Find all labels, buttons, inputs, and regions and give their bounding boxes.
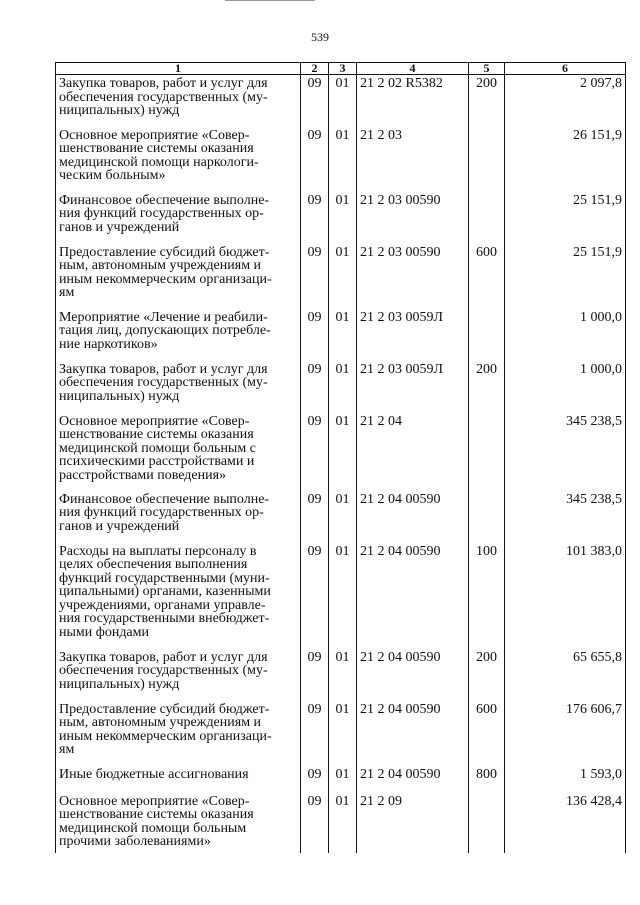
table-row <box>56 793 626 853</box>
row-target-code: 21 2 04 00590 <box>357 701 469 766</box>
row-target-code: 21 2 04 00590 <box>357 766 469 793</box>
row-name: Закупка товаров, работ и услуг для обеспечения государственных (му- ниципальных) нужд <box>59 76 268 118</box>
table-row <box>56 491 626 543</box>
row-subsection: 01 <box>329 127 357 192</box>
row-subsection: 01 <box>329 543 357 649</box>
row-expense-type: 200 <box>469 649 505 701</box>
row-section: 09 <box>301 75 329 127</box>
table-row <box>56 361 626 413</box>
row-expense-type <box>469 793 505 853</box>
table-row <box>56 766 626 793</box>
row-section: 09 <box>301 192 329 244</box>
row-name: Основное мероприятие «Совер- шенствование системы оказания медицинской помощи наркологи- ческим больным» <box>59 127 259 183</box>
row-expense-type: 200 <box>469 75 505 127</box>
row-subsection: 01 <box>329 75 357 127</box>
row-name: Иные бюджетные ассигнования <box>59 766 249 782</box>
row-name: Финансовое обеспечение выполне- ния функций государственных ор- ганов и учреждений <box>59 491 270 534</box>
row-name: Финансовое обеспечение выполне- ния функций государственных ор- ганов и учреждений <box>59 192 270 235</box>
top-edge-line <box>225 0 315 1</box>
row-name: Закупка товаров, работ и услуг для обеспечения государственных (му- ниципальных) нужд <box>59 649 268 692</box>
table-header-row <box>56 63 626 75</box>
row-subsection: 01 <box>329 192 357 244</box>
row-name: Основное мероприятие «Совер- шенствование системы оказания медицинской помощи больным прочими заболеваниями» <box>59 793 254 849</box>
row-target-code: 21 2 03 0059Л <box>357 309 469 361</box>
row-target-code: 21 2 03 00590 <box>357 244 469 309</box>
row-subsection: 01 <box>329 244 357 309</box>
row-amount: 345 238,5 <box>505 491 626 543</box>
row-subsection: 01 <box>329 793 357 853</box>
header-col-5: 5 <box>469 63 505 75</box>
row-amount: 136 428,4 <box>505 793 626 853</box>
table-row <box>56 244 626 309</box>
row-target-code: 21 2 03 <box>357 127 469 192</box>
table-row <box>56 649 626 701</box>
table-row <box>56 701 626 766</box>
row-target-code: 21 2 09 <box>357 793 469 853</box>
page-number: 539 <box>311 30 329 44</box>
row-expense-type <box>469 413 505 491</box>
row-amount: 65 655,8 <box>505 649 626 701</box>
row-subsection: 01 <box>329 361 357 413</box>
row-subsection: 01 <box>329 413 357 491</box>
row-expense-type: 200 <box>469 361 505 413</box>
row-amount: 176 606,7 <box>505 701 626 766</box>
row-expense-type: 600 <box>469 244 505 309</box>
row-section: 09 <box>301 309 329 361</box>
row-name: Закупка товаров, работ и услуг для обеспечения государственных (му- ниципальных) нужд <box>59 361 268 404</box>
row-section: 09 <box>301 766 329 793</box>
row-section: 09 <box>301 649 329 701</box>
row-subsection: 01 <box>329 309 357 361</box>
table-row <box>56 309 626 361</box>
row-target-code: 21 2 04 00590 <box>357 491 469 543</box>
row-amount: 345 238,5 <box>505 413 626 491</box>
row-amount: 101 383,0 <box>505 543 626 649</box>
table-row <box>56 543 626 649</box>
row-section: 09 <box>301 491 329 543</box>
row-subsection: 01 <box>329 491 357 543</box>
row-amount: 1 000,0 <box>505 309 626 361</box>
row-subsection: 01 <box>329 649 357 701</box>
header-col-3: 3 <box>329 63 357 75</box>
row-amount: 2 097,8 <box>505 75 626 127</box>
row-target-code: 21 2 03 0059Л <box>357 361 469 413</box>
row-expense-type: 800 <box>469 766 505 793</box>
row-amount: 1 000,0 <box>505 361 626 413</box>
row-section: 09 <box>301 701 329 766</box>
row-amount: 1 593,0 <box>505 766 626 793</box>
row-section: 09 <box>301 793 329 853</box>
table-row <box>56 75 626 127</box>
header-col-2: 2 <box>301 63 329 75</box>
table-row <box>56 127 626 192</box>
row-name: Расходы на выплаты персоналу в целях обеспечения выполнения функций государственными (муни- ципальными) органами, казенными учреждениями, органами управле- ния государственными внебюджет- ными фондами <box>59 543 271 640</box>
row-section: 09 <box>301 361 329 413</box>
header-col-4: 4 <box>357 63 469 75</box>
row-expense-type <box>469 192 505 244</box>
row-name: Основное мероприятие «Совер- шенствование системы оказания медицинской помощи больным с психическими расстройствами и расстройствами поведения» <box>59 413 256 483</box>
row-name: Предоставление субсидий бюджет- ным, автономным учреждениям и иным некоммерческим организаци- ям <box>59 244 272 300</box>
header-col-1: 1 <box>56 63 301 75</box>
row-subsection: 01 <box>329 701 357 766</box>
table-row <box>56 413 626 491</box>
table-row <box>56 192 626 244</box>
row-name: Мероприятие «Лечение и реабили- тация лиц, допускающих потребле- ние наркотиков» <box>59 309 271 352</box>
row-target-code: 21 2 04 00590 <box>357 543 469 649</box>
row-amount: 25 151,9 <box>505 192 626 244</box>
row-target-code: 21 2 04 00590 <box>357 649 469 701</box>
row-target-code: 21 2 04 <box>357 413 469 491</box>
row-expense-type: 100 <box>469 543 505 649</box>
budget-table <box>55 62 626 853</box>
row-section: 09 <box>301 413 329 491</box>
row-section: 09 <box>301 127 329 192</box>
row-section: 09 <box>301 244 329 309</box>
row-amount: 26 151,9 <box>505 127 626 192</box>
row-expense-type <box>469 491 505 543</box>
row-expense-type: 600 <box>469 701 505 766</box>
row-expense-type <box>469 309 505 361</box>
row-amount: 25 151,9 <box>505 244 626 309</box>
row-section: 09 <box>301 543 329 649</box>
row-target-code: 21 2 02 R5382 <box>357 75 469 127</box>
row-subsection: 01 <box>329 766 357 793</box>
row-expense-type <box>469 127 505 192</box>
row-target-code: 21 2 03 00590 <box>357 192 469 244</box>
header-col-6: 6 <box>505 63 626 75</box>
row-name: Предоставление субсидий бюджет- ным, автономным учреждениям и иным некоммерческим организаци- ям <box>59 701 272 757</box>
